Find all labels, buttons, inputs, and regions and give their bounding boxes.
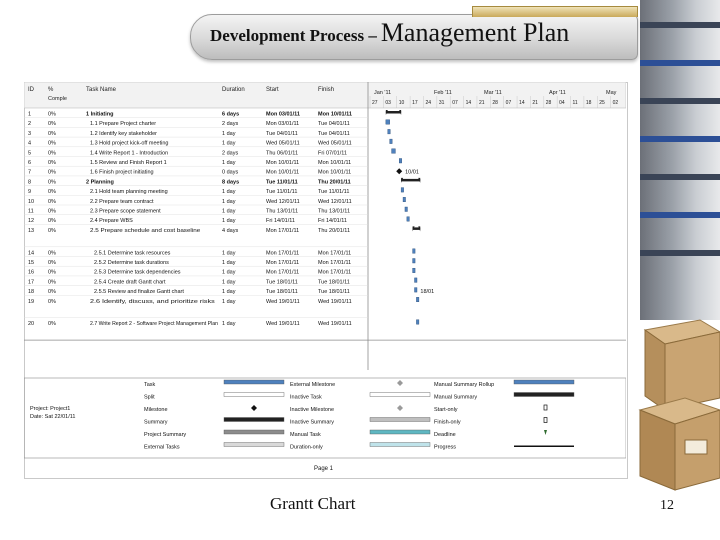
cell-id: 14 [28, 250, 35, 257]
cardboard-boxes-illustration [625, 300, 720, 500]
cell-duration: 1 day [222, 198, 236, 205]
legend-symbol [224, 430, 284, 434]
legend-symbol [224, 418, 284, 422]
cell-task-name: 1.4 Write Report 1 - Introduction [90, 150, 169, 157]
cell-finish: Tue 04/01/11 [318, 130, 350, 137]
legend-label: Manual Summary [434, 394, 478, 401]
timescale-month: Jan '11 [374, 90, 392, 96]
timescale-month: Mar '11 [484, 90, 502, 96]
cell-start: Mon 10/01/11 [266, 169, 300, 176]
timescale-day: 07 [505, 100, 512, 106]
timescale-day: 21 [532, 100, 538, 106]
task-bar [414, 278, 417, 283]
cell-percent: 0% [48, 279, 56, 286]
cell-id: 19 [28, 298, 35, 305]
cell-start: Mon 17/01/11 [266, 250, 300, 257]
title-prefix: Development Process – [210, 26, 377, 45]
cell-start: Tue 18/01/11 [266, 279, 298, 286]
cell-task-name: 2.5 Prepare schedule and cost baseline [90, 227, 201, 234]
cell-start: Mon 03/01/11 [266, 121, 300, 128]
cell-finish: Fri 07/01/11 [318, 150, 347, 157]
cell-task-name: 2.4 Prepare WBS [90, 218, 133, 225]
cell-start: Mon 17/01/11 [266, 260, 300, 266]
cell-task-name: 2.1 Hold team planning meeting [90, 189, 168, 196]
shelf-rack [640, 250, 720, 256]
slide-title [210, 18, 630, 58]
cell-finish: Mon 10/01/11 [318, 160, 352, 166]
cell-start: Tue 04/01/11 [266, 130, 298, 137]
legend-label: Duration-only [290, 444, 323, 451]
task-bar [413, 268, 416, 273]
timescale-day: 31 [438, 100, 445, 106]
cell-percent: 0% [48, 198, 56, 205]
cell-finish: Tue 11/01/11 [318, 189, 350, 196]
cell-duration: 6 days [222, 111, 240, 118]
cell-percent: 0% [48, 321, 56, 328]
cell-percent: 0% [48, 298, 56, 305]
legend-label: Start-only [434, 407, 458, 413]
cell-start: Wed 19/01/11 [266, 298, 300, 305]
legend-symbol [224, 443, 284, 447]
timescale-day: 14 [465, 100, 472, 106]
legend-label: Project Summary [144, 432, 187, 438]
cell-start: Mon 17/01/11 [266, 269, 300, 276]
legend-label: Split [144, 394, 155, 401]
legend-label: Inactive Task [290, 394, 322, 401]
cell-start: Mon 10/01/11 [266, 160, 300, 166]
task-bar [386, 120, 390, 125]
cell-id: 1 [28, 111, 32, 118]
cell-task-name: 1.1 Prepare Project charter [90, 121, 157, 128]
task-bar [407, 217, 410, 222]
cell-duration: 1 day [222, 279, 236, 286]
task-bar [392, 149, 396, 154]
cell-id: 7 [28, 169, 32, 176]
cell-duration: 4 days [222, 227, 239, 234]
cell-task-name: 2 Planning [86, 179, 114, 186]
cell-id: 11 [28, 208, 34, 215]
cell-duration: 1 day [222, 160, 236, 166]
cell-id: 3 [28, 130, 32, 137]
cell-task-name: 1.2 Identify key stakeholder [90, 130, 157, 137]
legend-symbol [544, 418, 547, 423]
timescale-day: 25 [599, 100, 605, 106]
legend-symbol [370, 443, 430, 447]
page-number: 12 [660, 498, 674, 513]
legend-symbol [544, 405, 547, 410]
cell-start: Mon 03/01/11 [266, 111, 300, 118]
cell-duration: 1 day [222, 321, 236, 328]
milestone-label: 10/01 [405, 169, 419, 176]
timescale-day: 27 [372, 100, 378, 106]
cell-finish: Mon 17/01/11 [318, 250, 352, 257]
cell-percent: 0% [48, 160, 56, 166]
legend-symbol [224, 380, 284, 384]
cell-duration: 1 day [222, 298, 236, 305]
cell-percent: 0% [48, 260, 56, 266]
cell-id: 16 [28, 269, 35, 276]
task-bar [405, 207, 408, 212]
legend-symbol [544, 430, 547, 435]
warehouse-shelves-photo [640, 0, 720, 320]
legend-label: Milestone [144, 407, 168, 413]
cell-duration: 1 day [222, 250, 236, 257]
legend-symbol [397, 380, 403, 386]
timescale-day: 07 [452, 100, 458, 106]
cell-id: 12 [28, 218, 35, 225]
column-header: Finish [318, 87, 335, 93]
cell-duration: 1 day [222, 140, 236, 147]
cell-start: Tue 11/01/11 [266, 179, 298, 186]
timescale-day: 02 [612, 100, 619, 106]
cell-task-name: 2.5.2 Determine task durations [94, 260, 169, 266]
cell-percent: 0% [48, 189, 56, 196]
cell-duration: 1 day [222, 218, 236, 225]
legend-symbol [251, 405, 257, 411]
cell-percent: 0% [48, 111, 56, 118]
cell-finish: Wed 05/01/11 [318, 140, 352, 147]
cell-finish: Fri 14/01/11 [318, 218, 347, 225]
title-accent-tab [472, 6, 638, 17]
shelf-rack [640, 212, 720, 218]
cell-finish: Tue 18/01/11 [318, 279, 350, 286]
timescale-day: 28 [545, 100, 552, 106]
cell-duration: 2 days [222, 150, 239, 157]
cell-id: 13 [28, 227, 35, 234]
cell-percent: 0% [48, 150, 56, 157]
cell-task-name: 2.2 Prepare team contract [90, 198, 154, 205]
shelf-rack [640, 174, 720, 180]
cell-start: Thu 13/01/11 [266, 208, 299, 215]
legend-label: Finish-only [434, 419, 461, 426]
cell-task-name: 1.5 Review and Finish Report 1 [90, 160, 167, 166]
slide-caption: Grantt Chart [270, 494, 356, 513]
column-header: Duration [222, 87, 245, 93]
cell-finish: Wed 12/01/11 [318, 198, 352, 205]
milestone-marker [396, 168, 402, 174]
cell-id: 4 [28, 140, 32, 147]
task-bar [413, 259, 416, 264]
page-footer: Page 1 [314, 466, 334, 472]
project-label: Project: Project1 [30, 406, 71, 412]
summary-bar [401, 179, 420, 182]
legend-symbol [370, 418, 430, 422]
cell-duration: 2 days [222, 121, 239, 128]
cell-start: Wed 12/01/11 [266, 198, 300, 205]
cell-percent: 0% [48, 208, 56, 215]
cell-percent: 0% [48, 169, 56, 176]
legend-symbol [397, 405, 403, 411]
legend-symbol [370, 430, 430, 434]
milestone-label: 18/01 [420, 289, 435, 296]
cell-task-name: 2.5.3 Determine task dependencies [94, 269, 181, 276]
legend-label: Task [144, 382, 156, 388]
legend-label: Inactive Milestone [290, 407, 335, 413]
column-subheader: Comple [48, 96, 67, 102]
cell-finish: Mon 17/01/11 [318, 260, 352, 266]
cell-start: Wed 05/01/11 [266, 140, 300, 147]
cell-task-name: 2.5.5 Review and finalize Gantt chart [94, 289, 184, 296]
cell-percent: 0% [48, 250, 56, 257]
legend-label: External Milestone [290, 382, 336, 388]
cell-finish: Tue 04/01/11 [318, 121, 350, 128]
cell-task-name: 2.3 Prepare scope statement [90, 208, 161, 215]
cell-finish: Thu 13/01/11 [318, 208, 351, 215]
cell-percent: 0% [48, 179, 56, 186]
cell-finish: Thu 20/01/11 [318, 227, 351, 234]
task-bar [414, 288, 417, 293]
timescale-day: 28 [492, 100, 498, 106]
legend-label: Deadline [434, 432, 456, 438]
cell-finish: Mon 10/01/11 [318, 111, 352, 118]
cell-id: 5 [28, 150, 32, 157]
shelf-rack [640, 136, 720, 142]
legend-label: Manual Task [290, 432, 321, 438]
cell-id: 2 [28, 121, 32, 128]
cell-duration: 0 days [222, 169, 239, 176]
cell-id: 6 [28, 160, 32, 166]
cell-duration: 1 day [222, 289, 236, 296]
task-bar [388, 129, 391, 134]
cell-start: Fri 14/01/11 [266, 218, 295, 225]
timescale-day: 14 [519, 100, 525, 106]
timescale-day: 21 [478, 100, 485, 106]
column-header: Start [266, 87, 279, 93]
column-header: % [48, 87, 54, 93]
cell-finish: Mon 17/01/11 [318, 269, 352, 276]
legend-symbol [514, 380, 574, 384]
cell-percent: 0% [48, 218, 56, 225]
cell-id: 20 [28, 321, 35, 328]
timescale-month: Feb '11 [434, 90, 452, 96]
cell-id: 18 [28, 289, 35, 296]
task-bar [416, 297, 419, 302]
legend-symbol [514, 393, 574, 397]
legend-label: External Tasks [144, 444, 180, 451]
task-bar [401, 188, 404, 193]
timescale-month: Apr '11 [549, 90, 566, 96]
legend-symbol [370, 393, 430, 397]
task-bar [399, 159, 402, 164]
shelf-rack [640, 98, 720, 104]
cell-duration: 8 days [222, 179, 240, 186]
legend-label: Inactive Summary [290, 419, 335, 426]
column-header: ID [28, 87, 34, 93]
cell-finish: Mon 10/01/11 [318, 169, 352, 176]
task-bar [390, 139, 393, 144]
timescale-day: 11 [572, 100, 578, 106]
cell-id: 9 [28, 189, 32, 196]
task-bar [403, 197, 406, 202]
title-main: Management Plan [380, 18, 570, 47]
legend-label: Progress [434, 444, 457, 451]
cell-id: 17 [28, 279, 35, 286]
shelf-rack [640, 60, 720, 66]
legend-label: Manual Summary Rollup [434, 382, 495, 388]
cell-task-name: 1.3 Hold project kick-off meeting [90, 140, 169, 147]
cell-id: 8 [28, 179, 32, 186]
timescale-day: 10 [398, 100, 405, 106]
legend-symbol [514, 446, 574, 448]
cell-percent: 0% [48, 289, 56, 296]
cell-duration: 1 day [222, 269, 236, 276]
cell-finish: Wed 19/01/11 [318, 321, 352, 328]
cell-start: Wed 19/01/11 [266, 321, 300, 328]
project-date: Date: Sat 22/01/11 [30, 414, 76, 420]
cell-finish: Wed 19/01/11 [318, 298, 352, 305]
timescale-day: 18 [585, 100, 592, 106]
gantt-chart [24, 82, 626, 477]
cell-start: Tue 18/01/11 [266, 289, 298, 296]
cell-duration: 1 day [222, 260, 236, 266]
task-bar [416, 320, 419, 325]
timescale-day: 17 [412, 100, 418, 106]
cell-task-name: 2.6 Identify, discuss, and prioritize risks [90, 298, 216, 305]
cell-duration: 1 day [222, 208, 236, 215]
cell-start: Mon 17/01/11 [266, 227, 300, 234]
task-bar [413, 249, 416, 254]
timescale-day: 03 [385, 100, 391, 106]
cell-task-name: 1 Initiating [86, 111, 114, 118]
column-header: Task Name [86, 87, 117, 93]
cell-task-name: 2.5.1 Determine task resources [94, 250, 171, 257]
cell-id: 15 [28, 260, 35, 266]
cell-start: Thu 06/01/11 [266, 150, 299, 157]
cell-percent: 0% [48, 227, 56, 234]
legend-label: Summary [144, 419, 168, 426]
cell-percent: 0% [48, 130, 56, 137]
timescale-day: 24 [425, 100, 432, 106]
legend-symbol [224, 393, 284, 397]
cell-task-name: 1.6 Finish project initiating [90, 169, 154, 176]
cell-task-name: 2.5.4 Create draft Gantt chart [94, 279, 166, 286]
cell-duration: 1 day [222, 189, 236, 196]
cell-duration: 1 day [222, 130, 236, 137]
cell-finish: Thu 20/01/11 [318, 179, 351, 186]
cell-start: Tue 11/01/11 [266, 189, 298, 196]
cell-finish: Tue 18/01/11 [318, 289, 350, 296]
cell-percent: 0% [48, 269, 56, 276]
timescale-day: 04 [559, 100, 565, 106]
shelf-rack [640, 22, 720, 28]
cell-task-name: 2.7 Write Report 2 - Software Project Management Plan [90, 321, 218, 328]
timescale-month: May [606, 90, 617, 96]
cell-percent: 0% [48, 121, 56, 128]
cell-percent: 0% [48, 140, 56, 147]
summary-bar [386, 111, 401, 114]
cell-id: 10 [28, 198, 35, 205]
